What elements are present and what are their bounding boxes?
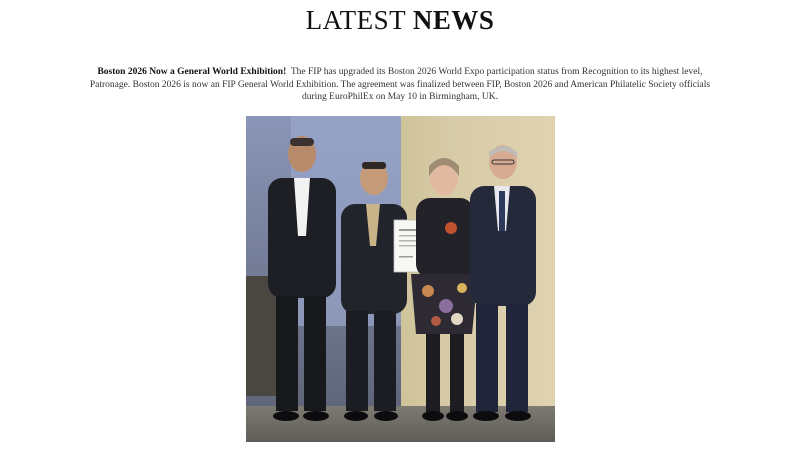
news-article — [88, 66, 712, 104]
news-photo[interactable] — [246, 116, 555, 442]
heading-light: LATEST — [305, 5, 406, 35]
article-headline[interactable]: Boston 2026 Now a General World Exhibition! — [97, 67, 287, 77]
article-body: The FIP has upgraded its Boston 2026 World Expo participation status from Recognition to its highest level, Patronage. Boston 2026 is now an FIP General World Exhibition. The agreement was finalized between FIP, Boston 2026 and American Philatelic Society officials during EuroPhilEx on May 10 in Birmingham, UK. — [89, 67, 711, 102]
group-photo — [246, 116, 555, 442]
section-heading — [0, 4, 800, 36]
heading-bold: NEWS — [412, 5, 495, 35]
